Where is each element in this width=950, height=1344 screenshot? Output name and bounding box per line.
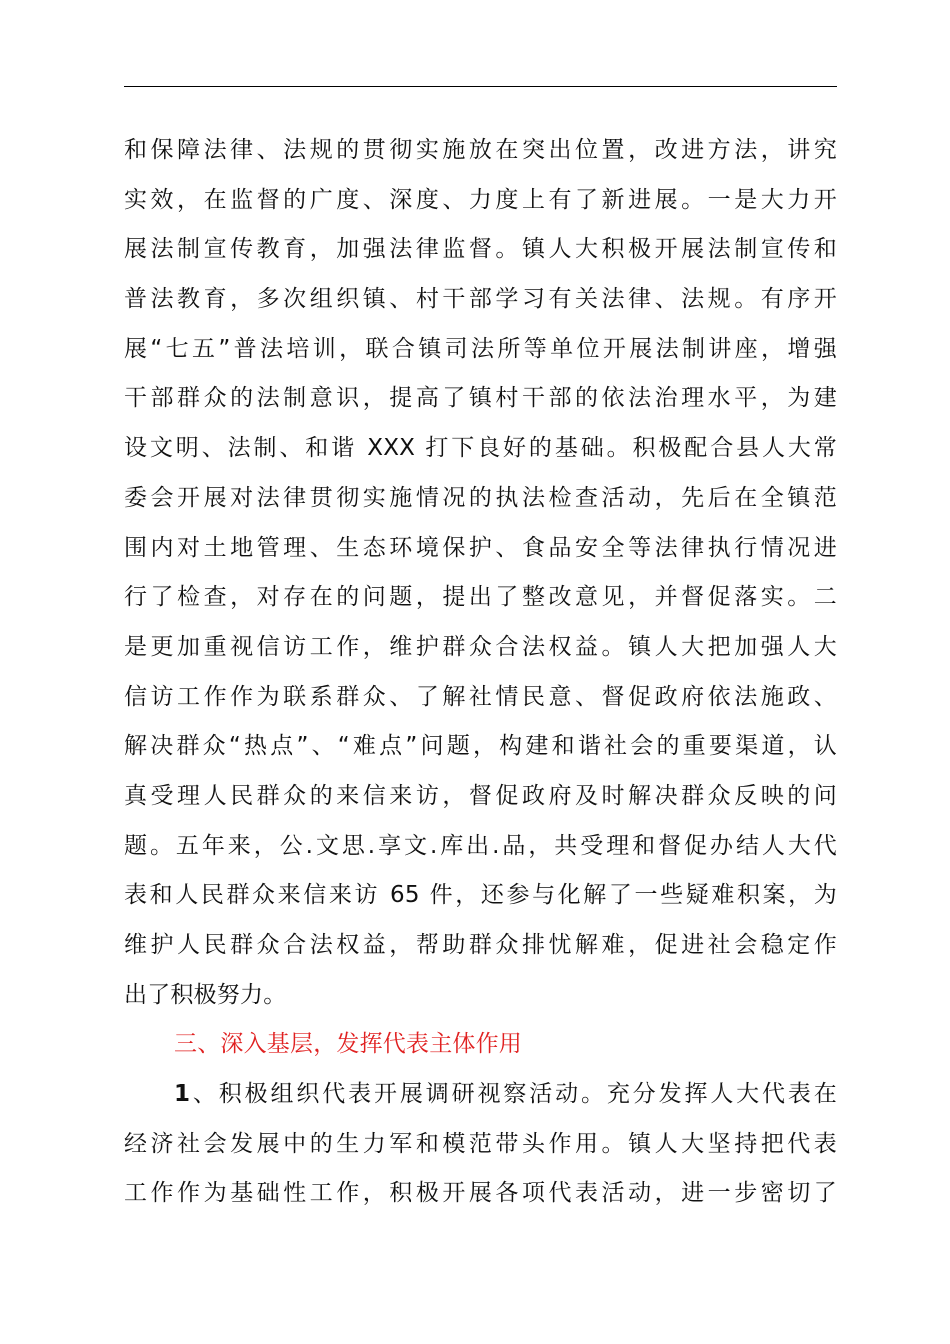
paragraph-1	[124, 126, 837, 1020]
paragraph-line: 出了积极努力。	[124, 981, 287, 1008]
paragraph-line: 展法制宣传教育，加强法律监督。镇人大积极开展法制宣传和	[124, 236, 837, 263]
paragraph-line: 普法教育，多次组织镇、村干部学习有关法律、法规。有序开	[124, 286, 837, 313]
paragraph-line: 是更加重视信访工作，维护群众合法权益。镇人大把加强人大	[124, 633, 837, 660]
paragraph-line: 工作作为基础性工作，积极开展各项代表活动，进一步密切了	[124, 1180, 837, 1207]
item-1-first-line-text: 、积极组织代表开展调研视察活动。充分发挥人大代表在	[190, 1081, 837, 1108]
paragraph-line: 干部群众的法制意识，提高了镇村干部的依法治理水平，为建	[124, 385, 837, 412]
paragraph-line: 解决群众“热点”、“难点”问题，构建和谐社会的重要渠道，认	[124, 733, 837, 760]
item-1-first-line	[124, 1070, 837, 1120]
paragraph-line: 经济社会发展中的生力军和模范带头作用。镇人大坚持把代表	[124, 1130, 837, 1157]
document-body	[124, 126, 837, 1219]
paragraph-line: 围内对土地管理、生态环境保护、食品安全等法律执行情况进	[124, 534, 837, 561]
paragraph-line: 设文明、法制、和谐 XXX 打下良好的基础。积极配合县人大常	[124, 435, 837, 462]
item-1-paragraph	[124, 1070, 837, 1219]
paragraph-line: 维护人民群众合法权益，帮助群众排忧解难，促进社会稳定作	[124, 932, 837, 958]
paragraph-line: 和保障法律、法规的贯彻实施放在突出位置，改进方法，讲究	[124, 137, 837, 163]
paragraph-line: 表和人民群众来信来访 65 件，还参与化解了一些疑难积案，为	[124, 882, 837, 909]
paragraph-line: 实效，在监督的广度、深度、力度上有了新进展。一是大力开	[124, 186, 837, 213]
header-rule	[124, 86, 837, 87]
paragraph-line: 行了检查，对存在的问题，提出了整改意见，并督促落实。二	[124, 584, 837, 611]
paragraph-line: 展“七五”普法培训，联合镇司法所等单位开展法制讲座，增强	[124, 335, 837, 362]
paragraph-line: 真受理人民群众的来信来访，督促政府及时解决群众反映的问	[124, 782, 837, 809]
section-heading: 三、深入基层，发挥代表主体作用	[174, 1031, 522, 1058]
paragraph-line: 题。五年来，公.文思.享文.库出.品，共受理和督促办结人大代	[124, 832, 837, 859]
item-number: 1	[174, 1081, 191, 1108]
paragraph-line: 信访工作作为联系群众、了解社情民意、督促政府依法施政、	[124, 683, 837, 710]
paragraph-line: 委会开展对法律贯彻实施情况的执法检查活动，先后在全镇范	[124, 484, 837, 511]
